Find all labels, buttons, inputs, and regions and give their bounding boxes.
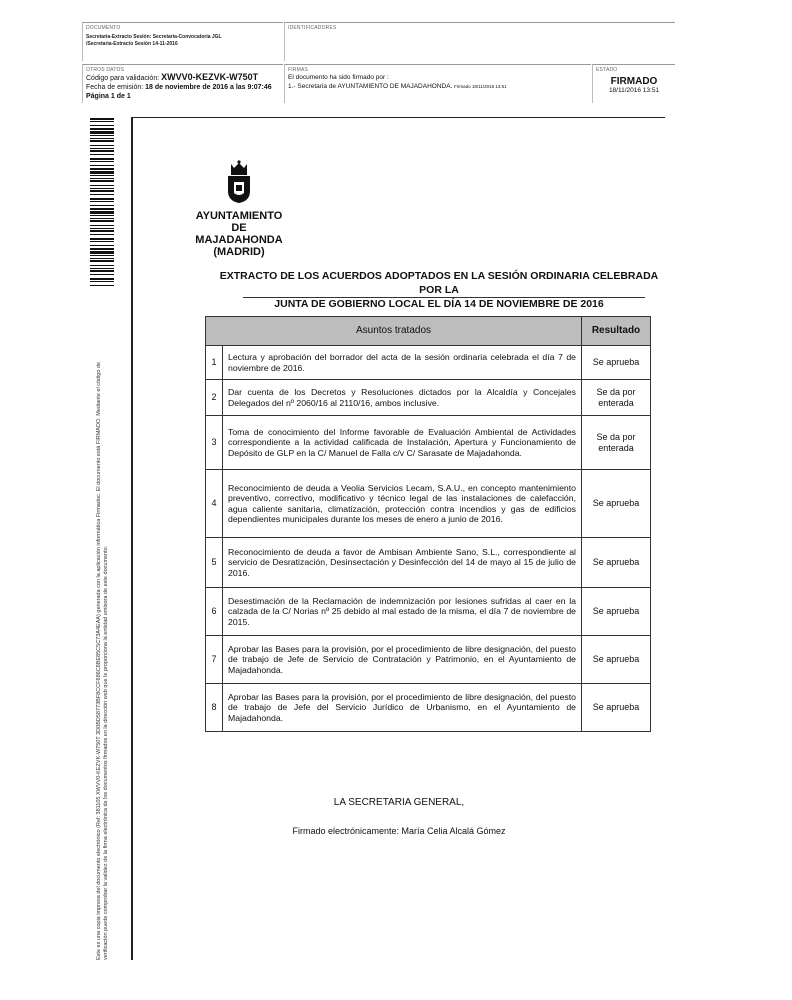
fecha-label: Fecha de emisión: [86, 84, 144, 91]
documento-cell [82, 22, 283, 61]
table-header-row [206, 317, 651, 346]
documento-label: DOCUMENTO [86, 25, 121, 31]
estado-label: ESTADO [596, 67, 618, 73]
row-result: Se aprueba [582, 684, 651, 732]
column-header-asuntos: Asuntos tratados [206, 317, 582, 346]
side-legal-text [96, 300, 116, 960]
table-row [206, 470, 651, 538]
codigo-validacion [86, 73, 283, 83]
firmas-cell [284, 64, 591, 103]
firmas-label: FIRMAS [288, 67, 309, 73]
row-result: Se aprueba [582, 588, 651, 636]
table-row [206, 416, 651, 470]
row-result: Se da por enterada [582, 416, 651, 470]
row-result: Se da por enterada [582, 380, 651, 416]
title-divider [243, 297, 645, 298]
document-title [213, 269, 665, 311]
table-row [206, 684, 651, 732]
side-legal-line-2: verificación puede comprobar la validez de la firma electrónica de los documentos firmados en la dirección web que le proporciona la entidad emisora de este documento. [103, 545, 109, 960]
table-row [206, 538, 651, 588]
table-row [206, 346, 651, 380]
row-description: Dar cuenta de los Decretos y Resoluciones dictados por la Alcaldía y Concejales Delegados del nº 2060/16 al 2110/16, ambos inclusive. [223, 380, 582, 416]
document-page [131, 117, 665, 960]
side-legal-line-1: Este es una copia impresa del documento electrónico (Ref: 381105 XWVV0-KEZVK-W750T 3D0BD58773BF8CCF686C8BE85C5C73A4EAA) generada con la aplicación informática Firmadoc. El documento está FIRMADO. Mediante el código de [96, 361, 102, 960]
row-description: Lectura y aprobación del borrador del acta de la sesión ordinaria celebrada el día 7 de noviembre de 2016. [223, 346, 582, 380]
otros-datos-label: OTROS DATOS [86, 67, 125, 73]
entity-line-3: (MADRID) [213, 246, 265, 258]
codigo-value: XWVV0-KEZVK-W750T [161, 72, 259, 82]
title-line-2: JUNTA DE GOBIERNO LOCAL EL DÍA 14 DE NOVIEMBRE DE 2016 [274, 298, 604, 310]
title-line-1: EXTRACTO DE LOS ACUERDOS ADOPTADOS EN LA SESIÓN ORDINARIA CELEBRADA POR LA [219, 270, 659, 296]
estado-cell [592, 64, 675, 103]
row-number: 4 [206, 470, 223, 538]
firmas-signer-date: Firmado 18/11/2016 13:51 [454, 84, 507, 89]
agreements-table [205, 316, 651, 732]
electronic-signature: Firmado electrónicamente: María Celia Alcalá Gómez [292, 826, 506, 836]
signatory-role: LA SECRETARIA GENERAL, [333, 797, 465, 808]
row-number: 7 [206, 636, 223, 684]
table-row [206, 380, 651, 416]
otros-datos-cell [82, 64, 283, 103]
row-number: 6 [206, 588, 223, 636]
estado-date: 18/11/2016 13:51 [608, 87, 660, 94]
row-number: 1 [206, 346, 223, 380]
identificadores-cell [284, 22, 675, 61]
column-header-resultado: Resultado [582, 317, 651, 346]
row-description: Toma de conocimiento del Informe favorable de Evaluación Ambiental de Actividades correspondiente a la actividad calificada de Instalación, Apertura y Funcionamiento de Depósito de GLP en la C/ Manuel de Falla c/v C/ Sarasate de Majadahonda. [223, 416, 582, 470]
barcode-image [90, 118, 114, 288]
row-description: Reconocimiento de deuda a favor de Ambisan Ambiente Sano, S.L., correspondiente al servicio de Desratización, Desinsectación y Desinfección del 14 de mayo al 15 de julio de 2016. [223, 538, 582, 588]
entity-name [189, 210, 289, 258]
table-row [206, 588, 651, 636]
row-description: Reconocimiento de deuda a Veolia Servicios Lecam, S.A.U., en concepto mantenimiento preventivo, correctivo, modificativo y técnico legal de las instalaciones de calefacción, agua caliente sanitaria, climatización, protección contra incendios y gas de edificios dependientes municipales durante los meses de enero a junio de 2016. [223, 470, 582, 538]
coat-of-arms-logo [225, 160, 253, 204]
row-result: Se aprueba [582, 470, 651, 538]
firmas-signer [288, 82, 591, 91]
firmas-intro: El documento ha sido firmado por : [288, 74, 389, 81]
pagina-indicator: Página 1 de 1 [86, 93, 131, 100]
row-number: 5 [206, 538, 223, 588]
row-result: Se aprueba [582, 346, 651, 380]
documento-text: Secretaria-Extracto Sesión: Secretaria-Convocatoria JGL /Secretaria-Extracto Sesión 14-11-2016 [86, 34, 222, 47]
row-result: Se aprueba [582, 636, 651, 684]
fecha-value: 18 de noviembre de 2016 a las 9:07:46 [145, 84, 272, 91]
row-description: Aprobar las Bases para la provisión, por el procedimiento de libre designación, del puesto de trabajo de Jefe de Servicio de Contratación y Patrimonio, en el Ayuntamiento de Majadahonda. [223, 636, 582, 684]
estado-value: FIRMADO [610, 76, 658, 87]
identificadores-label: IDENTIFICADORES [288, 25, 337, 31]
firmas-signer-name: 1.- Secretaria de AYUNTAMIENTO DE MAJADAHONDA. [288, 83, 453, 90]
document-header [82, 22, 674, 102]
row-result: Se aprueba [582, 538, 651, 588]
entity-line-2: MAJADAHONDA [195, 234, 283, 246]
table-row [206, 636, 651, 684]
row-description: Aprobar las Bases para la provisión, por el procedimiento de libre designación, del puesto de trabajo de Jefe del Servicio Jurídico de Urbanismo, en el Ayuntamiento de Majadahonda. [223, 684, 582, 732]
fecha-emision [86, 83, 283, 92]
row-number: 8 [206, 684, 223, 732]
entity-line-1: AYUNTAMIENTO DE [195, 210, 283, 234]
row-number: 2 [206, 380, 223, 416]
row-number: 3 [206, 416, 223, 470]
codigo-label: Código para validación: [86, 75, 160, 82]
row-description: Desestimación de la Reclamación de indemnización por lesiones sufridas al caer en la calzada de la C/ Norias nº 25 debido al mal estado de la misma, el día 7 de noviembre de 2015. [223, 588, 582, 636]
